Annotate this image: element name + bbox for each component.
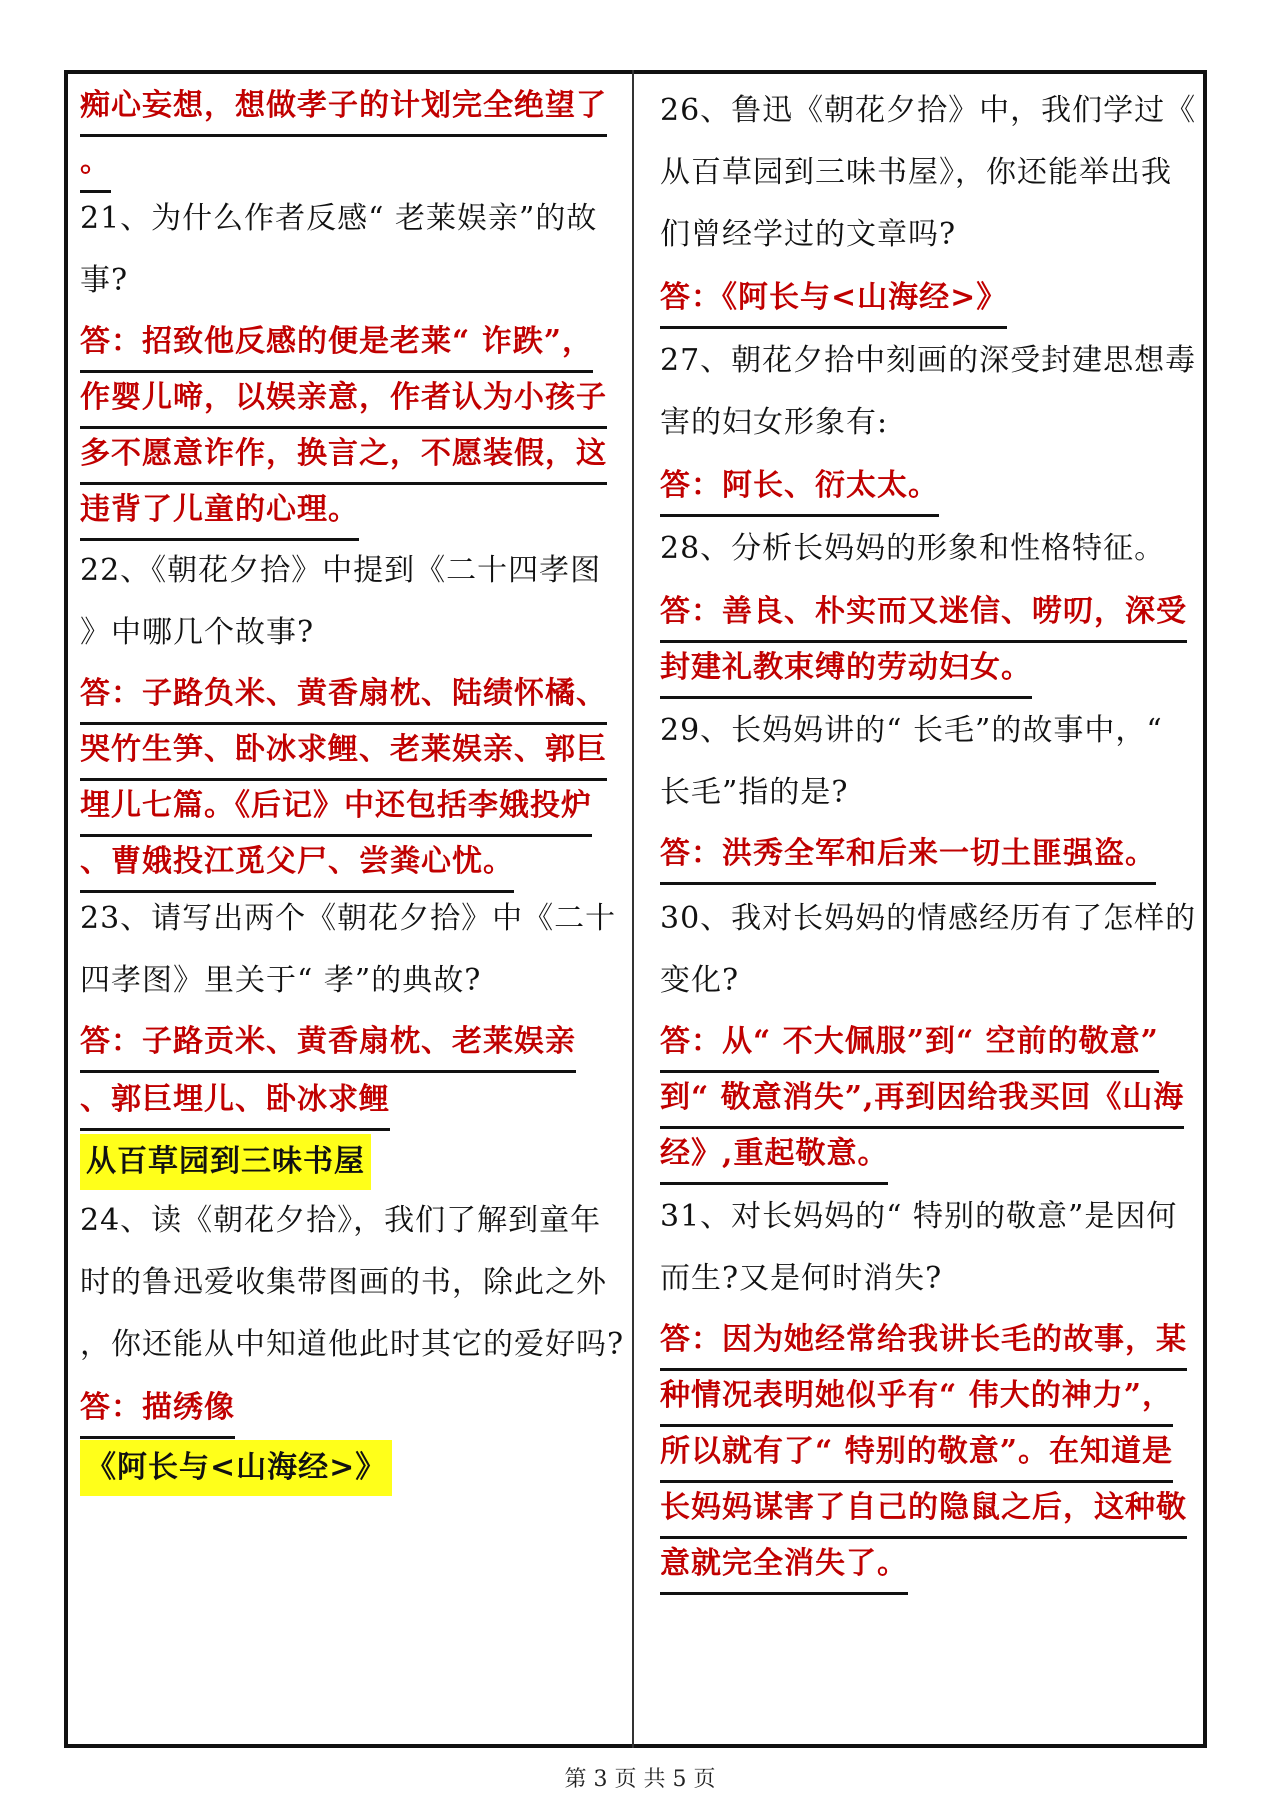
answer-line: 痴心妄想，想做孝子的计划完全绝望了 <box>80 78 607 137</box>
question-line: 》中哪几个故事? <box>80 615 315 650</box>
question-line: 四孝图》里关于“ 孝”的典故? <box>80 963 482 998</box>
question-line: 22、《朝花夕拾》中提到《二十四孝图 <box>80 553 602 588</box>
answer-line: 、郭巨埋儿、卧冰求鲤 <box>80 1072 390 1131</box>
question-line: 27、朝花夕拾中刻画的深受封建思想毒 <box>660 343 1197 378</box>
answer-line: 答：从“ 不大佩服”到“ 空前的敬意” <box>660 1014 1159 1073</box>
question-line: 23、请写出两个《朝花夕拾》中《二十 <box>80 901 617 936</box>
section-heading: 《阿长与<山海经>》 <box>80 1440 392 1496</box>
question-line: 24、读《朝花夕拾》，我们了解到童年 <box>80 1203 602 1238</box>
answer-line: 答：描绣像 <box>80 1380 235 1439</box>
answer-line: 意就完全消失了。 <box>660 1536 908 1595</box>
answer-line: 哭竹生笋、卧冰求鲤、老莱娱亲、郭巨 <box>80 722 607 781</box>
question-line: 30、我对长妈妈的情感经历有了怎样的 <box>660 901 1197 936</box>
answer-line: 埋儿七篇。《后记》中还包括李娥投炉 <box>80 778 592 837</box>
question-line: 事? <box>80 263 129 298</box>
answer-line: 答：子路负米、黄香扇枕、陆绩怀橘、 <box>80 666 607 725</box>
column-divider <box>632 70 634 1748</box>
question-line: 害的妇女形象有: <box>660 405 889 440</box>
answer-line: 答：《阿长与<山海经>》 <box>660 270 1007 329</box>
question-line: 31、对长妈妈的“ 特别的敬意”是因何 <box>660 1199 1178 1234</box>
question-line: 长毛”指的是? <box>660 775 849 810</box>
answer-line: 答：招致他反感的便是老莱“ 诈跌”， <box>80 314 593 373</box>
question-line: ，你还能从中知道他此时其它的爱好吗? <box>80 1327 625 1362</box>
question-line: 21、为什么作者反感“ 老莱娱亲”的故 <box>80 201 598 236</box>
answer-line: 经》,重起敬意。 <box>660 1126 888 1185</box>
answer-line: 答：阿长、衍太太。 <box>660 458 939 517</box>
answer-line: 、曹娥投江觅父尸、尝粪心忧。 <box>80 834 514 893</box>
answer-line: 答：子路贡米、黄香扇枕、老莱娱亲 <box>80 1014 576 1073</box>
page-number-footer: 第 3 页 共 5 页 <box>564 1767 716 1792</box>
answer-line: 作婴儿啼，以娱亲意，作者认为小孩子 <box>80 370 607 429</box>
answer-line: 违背了儿童的心理。 <box>80 482 359 541</box>
answer-line: 答：洪秀全军和后来一切土匪强盗。 <box>660 826 1156 885</box>
section-heading: 从百草园到三味书屋 <box>80 1134 371 1190</box>
answer-line: 多不愿意诈作，换言之，不愿装假，这 <box>80 426 607 485</box>
question-line: 而生?又是何时消失? <box>660 1261 943 1296</box>
answer-line: 答：善良、朴实而又迷信、唠叨，深受 <box>660 584 1187 643</box>
question-line: 时的鲁迅爱收集带图画的书，除此之外 <box>80 1265 607 1300</box>
answer-line: 到“ 敬意消失”,再到因给我买回《山海 <box>660 1070 1184 1129</box>
answer-line: 。 <box>80 134 111 193</box>
answer-line: 长妈妈谋害了自己的隐鼠之后，这种敬 <box>660 1480 1187 1539</box>
question-line: 29、长妈妈讲的“ 长毛”的故事中，“ <box>660 713 1163 748</box>
answer-line: 封建礼教束缚的劳动妇女。 <box>660 640 1032 699</box>
question-line: 从百草园到三味书屋》，你还能举出我 <box>660 155 1172 190</box>
question-line: 们曾经学过的文章吗? <box>660 217 957 252</box>
question-line: 变化? <box>660 963 740 998</box>
answer-line: 种情况表明她似乎有“ 伟大的神力”， <box>660 1368 1173 1427</box>
question-line: 26、鲁迅《朝花夕拾》中，我们学过《 <box>660 93 1197 128</box>
answer-line: 所以就有了“ 特别的敬意”。在知道是 <box>660 1424 1173 1483</box>
question-line: 28、分析长妈妈的形象和性格特征。 <box>660 531 1166 566</box>
answer-line: 答：因为她经常给我讲长毛的故事，某 <box>660 1312 1187 1371</box>
